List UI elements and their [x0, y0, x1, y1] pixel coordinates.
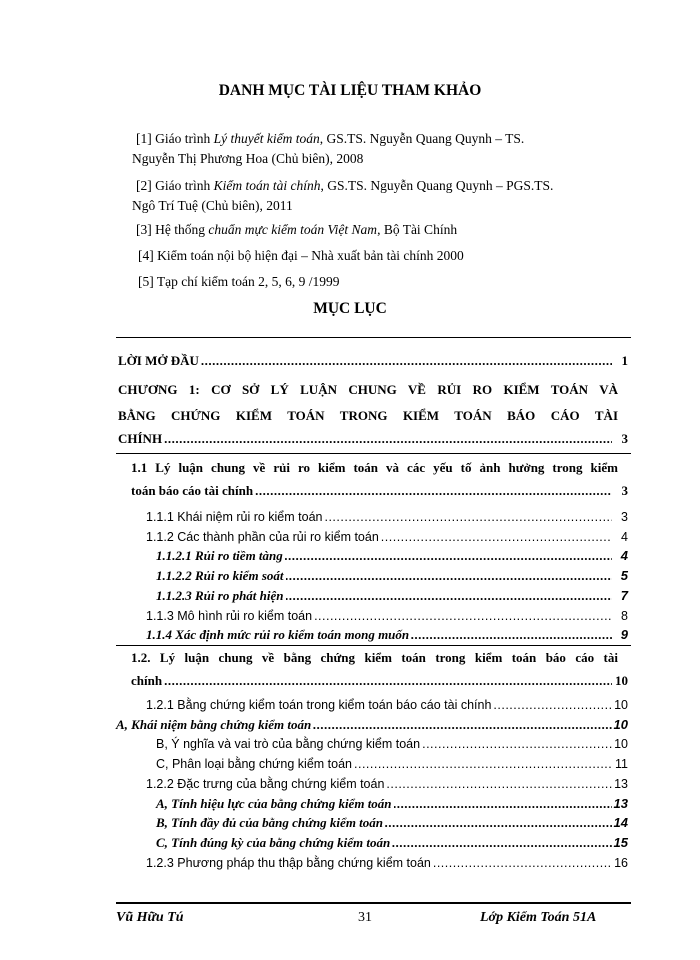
toc-entry-label: 1.1.2.3 Rủi ro phát hiện: [156, 587, 284, 603]
toc-entry[interactable]: [156, 832, 628, 852]
references-title: DANH MỤC TÀI LIỆU THAM KHẢO: [218, 82, 482, 99]
reference-4: [4] Kiểm toán nội bộ hiện đại – Nhà xuất bản tài chính 2000: [138, 248, 464, 263]
toc-entry[interactable]: LỜI MỞ ĐẦU ..... 1: [118, 350, 628, 370]
toc-entry[interactable]: chính ..... 10: [131, 670, 628, 690]
toc-entry-page: 3: [621, 510, 628, 524]
toc-entry[interactable]: [146, 605, 628, 625]
reference-5: [5] Tạp chí kiểm toán 2, 5, 6, 9 /1999: [138, 274, 340, 289]
toc-entry-page: 14: [613, 815, 628, 831]
toc-entry[interactable]: CHÍNH ..... 3: [118, 428, 628, 448]
toc-entry[interactable]: [146, 506, 628, 526]
toc-entry-page: 10: [614, 737, 628, 752]
toc-rule: [116, 453, 631, 454]
toc-leader-dots: [354, 755, 612, 773]
toc-entry-label: 1.1.2.1 Rủi ro tiềm tàng: [156, 548, 283, 564]
toc-entry-page: 15: [613, 834, 628, 850]
toc-title: MỤC LỤC: [313, 300, 387, 317]
toc-entry-label: C, Tính đúng kỳ của bằng chứng kiểm toán: [156, 834, 391, 850]
toc-entry[interactable]: [146, 694, 628, 714]
toc-entry-page: 13: [614, 776, 628, 791]
toc-entry[interactable]: [116, 714, 628, 734]
toc-entry-label: 1.2.3 Phương pháp thu thập bằng chứng kiểm toán: [146, 855, 431, 870]
toc-entry-page: 4: [621, 529, 628, 544]
toc-leader-dots: [386, 775, 612, 793]
toc-chapter-line[interactable]: BẰNG CHỨNG KIỂM TOÁN TRONG KIỂM TOÁN BÁO CÁO TÀI: [118, 408, 618, 423]
toc-leader-dots: [433, 854, 612, 872]
toc-entry-label: B, Ý nghĩa và vai trò của bằng chứng kiểm toán: [156, 737, 421, 752]
toc-entry-label: 1.2.2 Đặc trưng của bằng chứng kiểm toán: [146, 776, 385, 791]
toc-leader-dots: [286, 567, 613, 585]
toc-entry-page: 11: [615, 757, 628, 772]
toc-entry-label: A, Khái niệm bằng chứng kiểm toán: [116, 716, 312, 732]
toc-entry-page: 10: [614, 698, 628, 712]
toc-leader-dots: [313, 716, 611, 734]
toc-entry[interactable]: [156, 733, 628, 753]
toc-section-line[interactable]: 1.1 Lý luận chung về rủi ro kiểm toán và các yếu tố ảnh hưởng trong kiểm: [131, 460, 618, 475]
toc-entry-page: 10: [613, 716, 628, 732]
toc-entry-label: C, Phân loại bằng chứng kiểm toán: [156, 757, 352, 772]
reference-1: [1] Giáo trình Lý thuyết kiểm toán, GS.TS. Nguyễn Quang Quynh – TS. Nguyễn Thị Phương Hoa (Chủ biên), 2008: [132, 131, 525, 166]
toc-leader-dots: [381, 528, 612, 546]
toc-leader-dots: [385, 814, 612, 832]
toc-entry[interactable]: [156, 812, 628, 832]
reference-2: [2] Giáo trình Kiểm toán tài chính, GS.TS. Nguyễn Quang Quynh – PGS.TS. Ngô Trí Tuệ (Chủ biên), 2011: [132, 178, 554, 213]
toc-entry-label: 1.1.2 Các thành phần của rủi ro kiểm toán: [146, 529, 379, 544]
toc-entry[interactable]: [146, 624, 628, 644]
toc-entry-label: 1.1.2.2 Rủi ro kiểm soát: [156, 568, 284, 584]
toc-entry[interactable]: [146, 852, 628, 872]
reference-1-cont: Nguyễn Thị Phương Hoa (Chủ biên), 2008: [132, 151, 364, 166]
toc-top-rule: [116, 337, 631, 338]
toc-leader-dots: [422, 735, 612, 753]
toc-entry-page: 9: [620, 627, 628, 643]
toc-section-line[interactable]: 1.2. Lý luận chung về bằng chứng kiểm toán trong kiểm toán báo cáo tài: [131, 650, 618, 665]
toc-leader-dots: [392, 834, 611, 852]
footer-class: Lớp Kiểm Toán 51A: [480, 910, 597, 925]
toc-leader-dots: [493, 696, 612, 714]
footer-page-number: 31: [358, 910, 372, 925]
toc-entry[interactable]: [146, 526, 628, 546]
toc-leader-dots: [285, 547, 612, 565]
toc-entry-page: 5: [620, 568, 628, 584]
toc-entry[interactable]: toán báo cáo tài chính ..... 3: [131, 480, 628, 500]
toc-chapter-line[interactable]: CHƯƠNG 1: CƠ SỞ LÝ LUẬN CHUNG VỀ RỦI RO KIỂM TOÁN VÀ: [118, 382, 618, 397]
reference-2-cont: Ngô Trí Tuệ (Chủ biên), 2011: [132, 198, 293, 213]
footer-author: Vũ Hữu Tú: [116, 910, 184, 925]
toc-entry-page: 7: [620, 587, 628, 603]
toc-entry[interactable]: [156, 753, 628, 773]
toc-entry-page: 16: [614, 855, 628, 870]
toc-entry-page: 8: [621, 608, 628, 623]
toc-leader-dots: [394, 795, 612, 813]
toc-entry[interactable]: [156, 793, 628, 813]
toc-entry-label: 1.1.1 Khái niệm rủi ro kiểm toán: [146, 510, 323, 524]
toc-leader-dots: [286, 587, 612, 605]
toc-entry-label: 1.1.3 Mô hình rủi ro kiểm toán: [146, 608, 313, 623]
toc-rule: [116, 645, 631, 646]
toc-entry[interactable]: [156, 565, 628, 585]
toc-entry-label: 1.1.4 Xác định mức rủi ro kiểm toán mong muốn: [146, 627, 410, 643]
toc-leader-dots: [411, 626, 612, 644]
toc-entry[interactable]: [146, 773, 628, 793]
toc-leader-dots: [314, 607, 612, 625]
footer-rule: [116, 902, 631, 904]
toc-leader-dots: [324, 508, 612, 526]
toc-entry-label: A, Tính hiệu lực của bằng chứng kiểm toán: [156, 795, 392, 811]
toc-entry-page: 4: [620, 548, 628, 564]
toc-entry[interactable]: [156, 585, 628, 605]
toc-entry[interactable]: [156, 545, 628, 565]
toc-entry-page: 13: [613, 795, 628, 811]
toc-entry-label: B, Tính đầy đủ của bằng chứng kiểm toán: [156, 815, 384, 831]
reference-3: [3] Hệ thống chuẩn mực kiểm toán Việt Nam, Bộ Tài Chính: [136, 222, 458, 237]
toc-entry-label: 1.2.1 Bằng chứng kiểm toán trong kiểm toán báo cáo tài chính: [146, 698, 492, 712]
